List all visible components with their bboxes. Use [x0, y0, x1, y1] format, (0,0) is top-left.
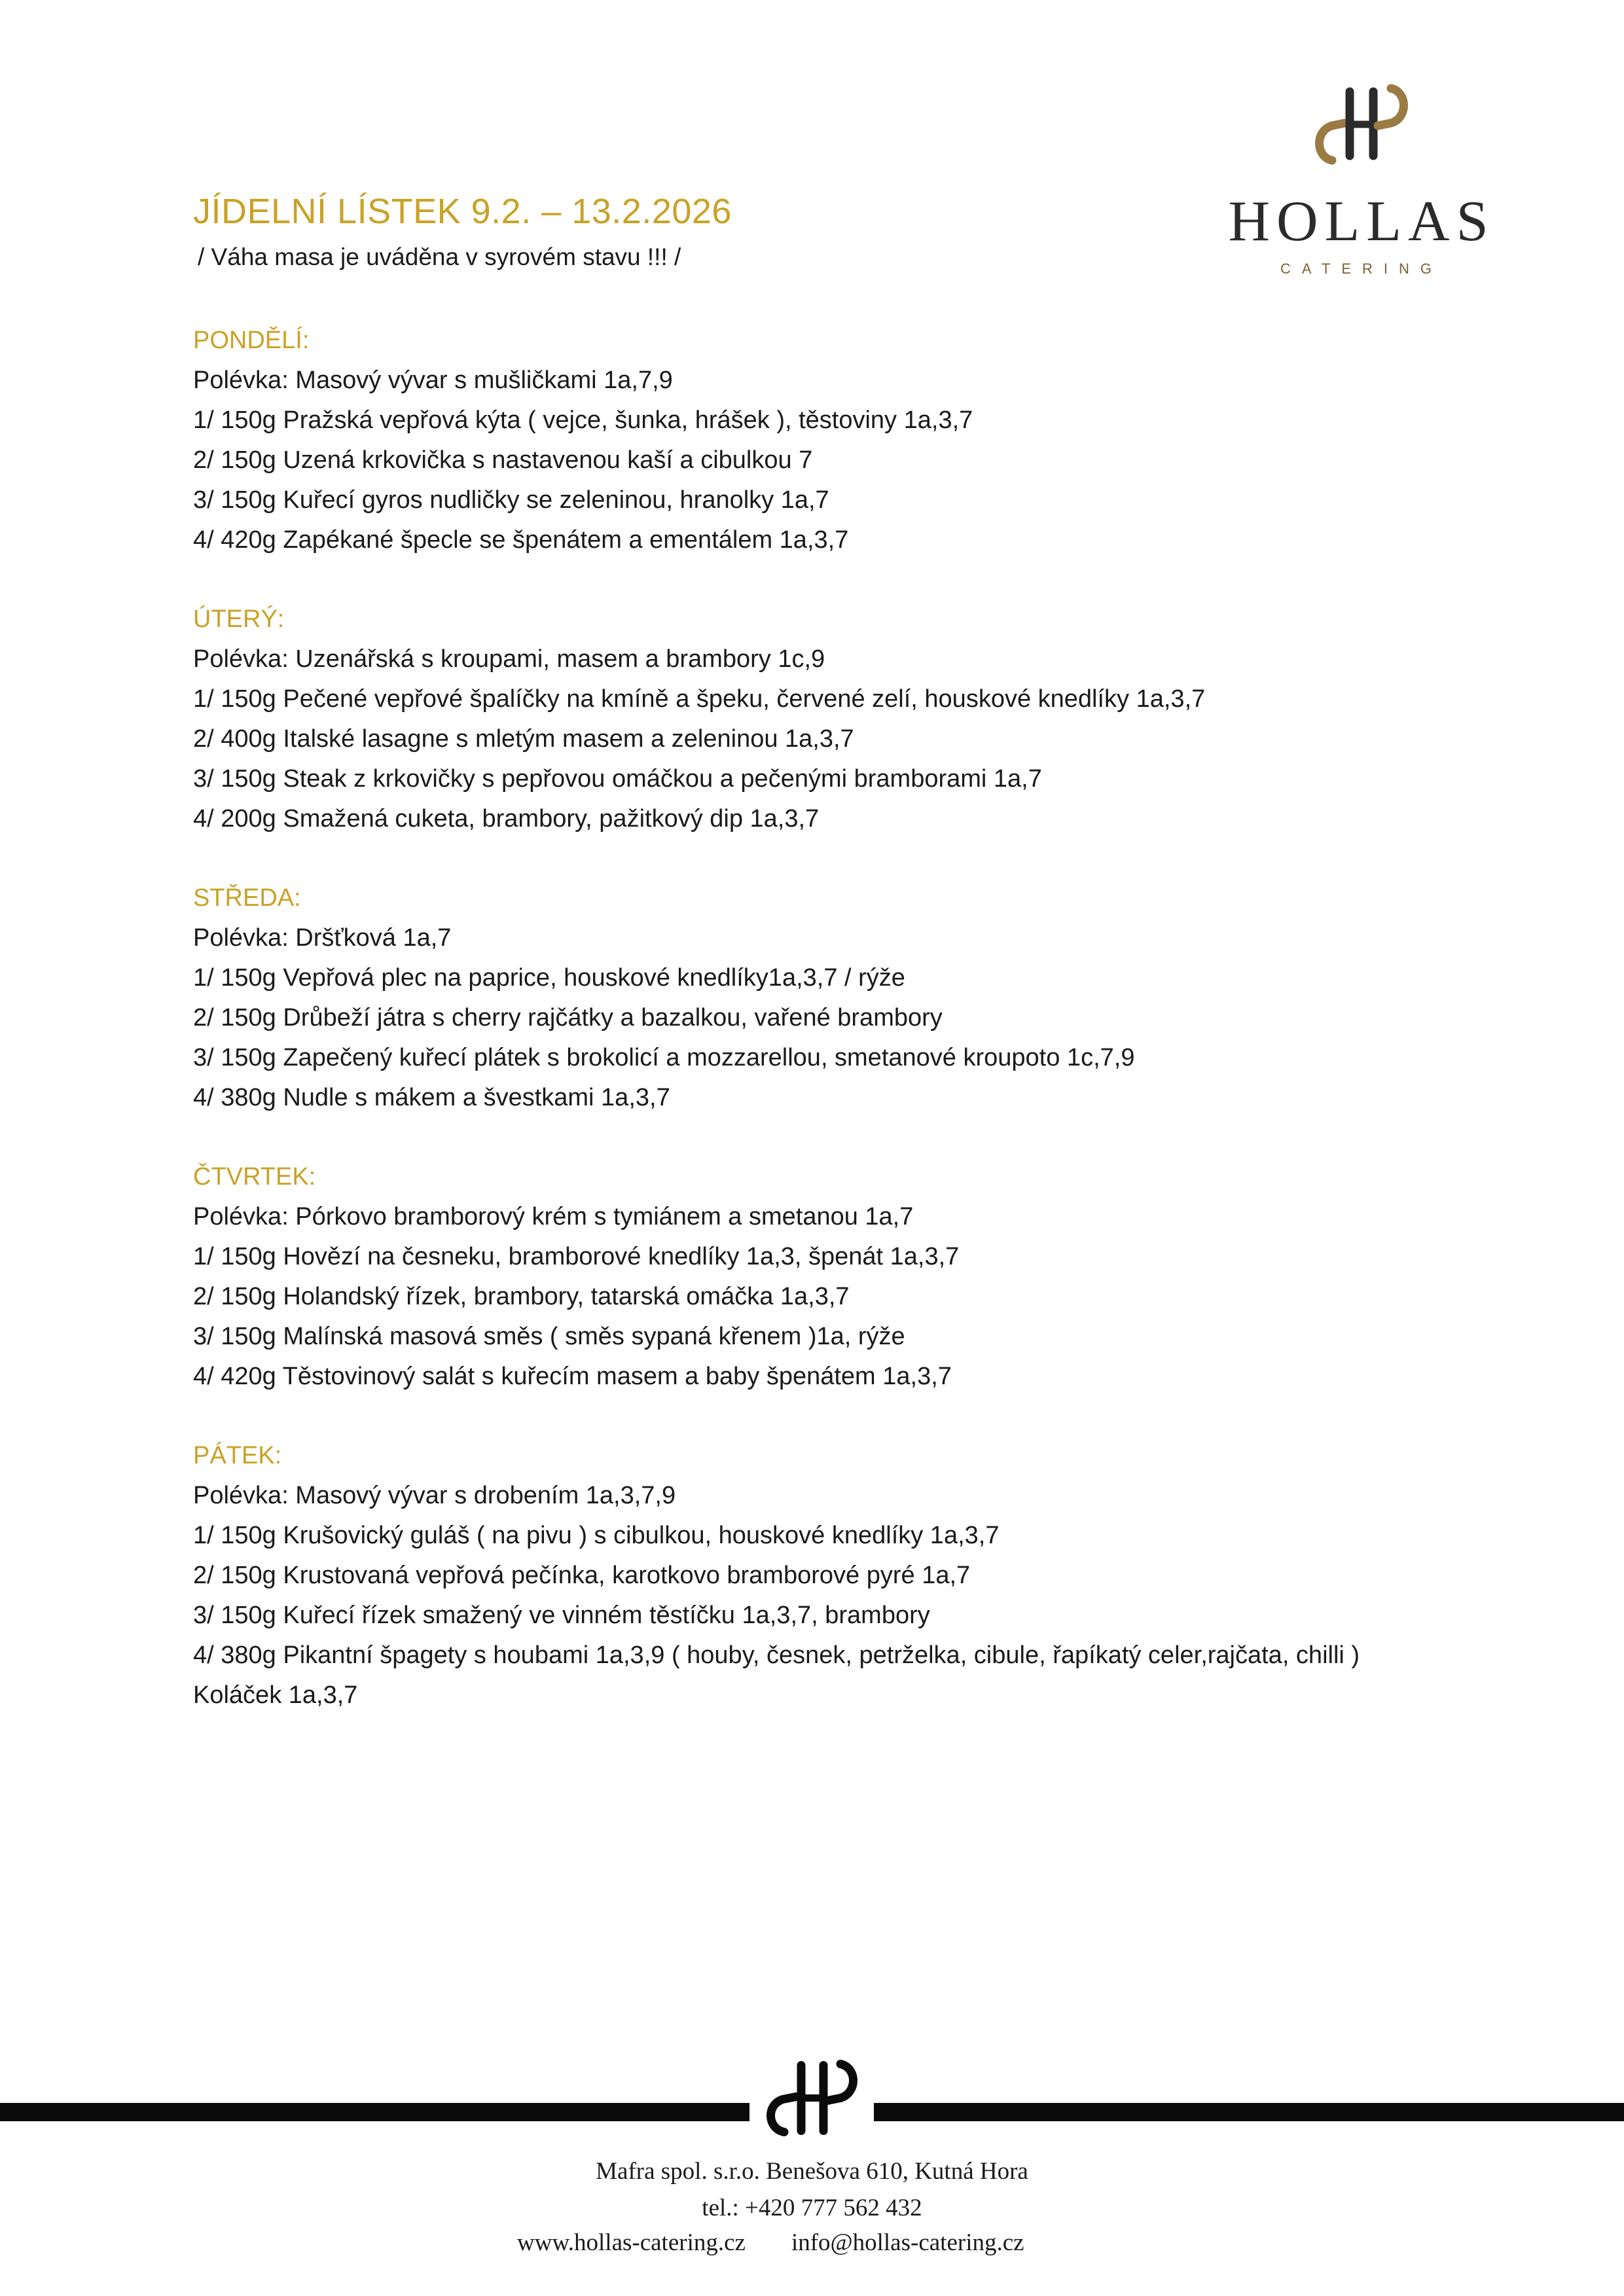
day-monday [193, 321, 1502, 560]
menu-line: 4/ 380g Pikantní špagety s houbami 1a,3,9 ( houby, česnek, petrželka, cibule, řapíkatý celer,rajčata, chilli ) [193, 1641, 1360, 1669]
menu-line: Koláček 1a,3,7 [193, 1681, 358, 1709]
menu-line: 4/ 420g Těstovinový salát s kuřecím masem a baby špenátem 1a,3,7 [193, 1363, 952, 1390]
menu-line: 1/ 150g Hovězí na česneku, bramborové knedlíky 1a,3, špenát 1a,3,7 [193, 1243, 960, 1270]
menu-line: Polévka: Masový vývar s mušličkami 1a,7,9 [193, 367, 673, 394]
menu-line: Polévka: Masový vývar s drobením 1a,3,7,9 [193, 1482, 676, 1509]
day-thursday [193, 1157, 1502, 1397]
hollas-logo [1211, 79, 1512, 288]
day-name: PÁTEK: [193, 1442, 282, 1469]
menu-line: 3/ 150g Kuřecí řízek smažený ve vinném těstíčku 1a,3,7, brambory [193, 1602, 930, 1629]
footer-web-link[interactable]: www.hollas-catering.cz [517, 2229, 746, 2256]
footer-address: Mafra spol. s.r.o. Benešova 610, Kutná Hora [596, 2158, 1028, 2185]
menu-line: 1/ 150g Krušovický guláš ( na pivu ) s cibulkou, houskové knedlíky 1a,3,7 [193, 1522, 1000, 1549]
menu-line: 1/ 150g Pečené vepřové špalíčky na kmíně a špeku, červené zelí, houskové knedlíky 1a,3,7 [193, 685, 1206, 713]
day-friday [193, 1436, 1502, 1715]
menu-line: 2/ 150g Drůbeží játra s cherry rajčátky a bazalkou, vařené brambory [193, 1004, 943, 1031]
day-wednesday [193, 878, 1502, 1118]
menu-line: 3/ 150g Malínská masová směs ( směs sypaná křenem )1a, rýže [193, 1323, 905, 1350]
page-title: JÍDELNÍ LÍSTEK 9.2. – 13.2.2026 [193, 192, 732, 231]
menu-line: Polévka: Pórkovo bramborový krém s tymiánem a smetanou 1a,7 [193, 1203, 914, 1230]
day-tuesday [193, 600, 1502, 839]
brand-subtitle: CATERING [1280, 260, 1443, 277]
menu-line: 4/ 200g Smažená cuketa, brambory, pažitkový dip 1a,3,7 [193, 805, 820, 833]
menu-line: 4/ 420g Zapékané špecle se špenátem a ementálem 1a,3,7 [193, 526, 849, 554]
day-name: ÚTERÝ: [193, 605, 285, 633]
menu-line: 2/ 400g Italské lasagne s mletým masem a zeleninou 1a,3,7 [193, 725, 854, 753]
menu-line: 3/ 150g Kuřecí gyros nudličky se zeleninou, hranolky 1a,7 [193, 486, 829, 514]
menu-line: 1/ 150g Vepřová plec na paprice, houskové knedlíky1a,3,7 / rýže [193, 964, 905, 992]
footer-contacts [517, 2229, 1024, 2257]
weight-note: / Váha masa je uváděna v syrovém stavu !!! / [198, 243, 681, 270]
day-name: ČTVRTEK: [193, 1163, 316, 1191]
day-name: PONDĚLÍ: [193, 327, 310, 354]
hollas-monogram-icon [759, 2052, 864, 2147]
menu-line: Polévka: Dršťková 1a,7 [193, 924, 452, 952]
menu-line: 2/ 150g Holandský řízek, brambory, tatarská omáčka 1a,3,7 [193, 1283, 850, 1310]
brand-name: HOLLAS [1228, 190, 1495, 253]
footer-email-link[interactable]: info@hollas-catering.cz [791, 2229, 1024, 2256]
menu-line: 1/ 150g Pražská vepřová kýta ( vejce, šunka, hrášek ), těstoviny 1a,3,7 [193, 406, 973, 434]
menu-line: 3/ 150g Steak z krkovičky s pepřovou omáčkou a pečenými bramborami 1a,7 [193, 765, 1042, 793]
menu-line: 3/ 150g Zapečený kuřecí plátek s brokolicí a mozzarellou, smetanové kroupoto 1c,7,9 [193, 1044, 1135, 1071]
hollas-monogram-icon [1309, 79, 1414, 170]
menu-line: Polévka: Uzenářská s kroupami, masem a brambory 1c,9 [193, 645, 825, 673]
day-name: STŘEDA: [193, 884, 301, 912]
weekly-menu [193, 321, 1502, 1755]
menu-line: 4/ 380g Nudle s mákem a švestkami 1a,3,7 [193, 1084, 670, 1111]
menu-line: 2/ 150g Krustovaná vepřová pečínka, karotkovo bramborové pyré 1a,7 [193, 1562, 971, 1589]
menu-line: 2/ 150g Uzená krkovička s nastavenou kaší a cibulkou 7 [193, 446, 813, 474]
footer-phone: tel.: +420 777 562 432 [702, 2195, 922, 2221]
